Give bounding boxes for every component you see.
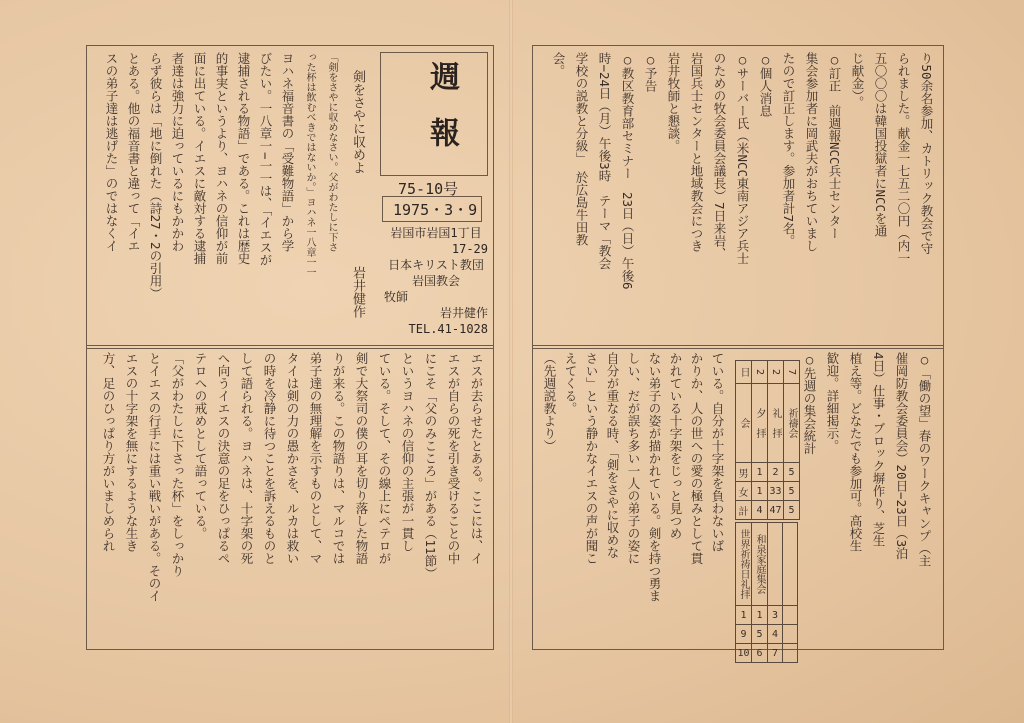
article-line: 面に出ている。イエスに敵対する逮捕	[192, 52, 207, 265]
news-line: かりか、人の世への愛の極みとして貫	[689, 352, 704, 565]
news-line: り50余名参加、カトリック教会で守	[919, 52, 934, 255]
article-line: エスが去らせたとある。ここには、イ	[469, 352, 484, 565]
telephone: TEL.41-1028	[408, 322, 488, 336]
stats-cell: 2	[752, 361, 768, 384]
news-line: さい」という静かなイエスの声が聞こ	[584, 352, 599, 565]
stats-cell: 祈禱会	[784, 384, 800, 463]
article-line: の時を冷静に待つことを訴えるものと	[262, 352, 277, 565]
article-line: 逮捕される物語」である。これは歴史	[236, 52, 251, 265]
stats-cell: 1	[752, 463, 768, 482]
stats-cell: 7	[784, 361, 800, 384]
issue-number: 75-10号	[398, 180, 459, 198]
issue-date: 1975・3・9	[393, 201, 478, 219]
stats-cell	[783, 606, 798, 625]
news-line: ない弟子の姿が描かれている。剣を持つ勇ま	[647, 352, 662, 602]
article-line: った杯は飲むべきではないか。」ヨハネ一八章一一	[304, 52, 315, 277]
stats-cell: 6	[752, 644, 768, 663]
church-name: 岩国教会	[411, 274, 460, 288]
article-line: 剣で大祭司の僕の耳を切り落した物語	[354, 352, 369, 565]
stats-cell: 和泉家庭集会	[752, 523, 768, 606]
news-line: 学校の説教と分級」 於広島牛田教	[574, 52, 589, 246]
news-bottom	[796, 352, 936, 642]
stats-cell	[783, 523, 798, 606]
stats-cell: 1	[736, 606, 752, 625]
news-line: ○訂正 前週報NCC兵士センター	[827, 52, 842, 240]
article-author: 岩井健作	[350, 266, 365, 318]
stats-cell: 女	[736, 482, 752, 501]
article-line: というヨハネの信仰の主張が一貫し	[400, 352, 415, 552]
organization: 日本キリスト教団	[388, 258, 484, 272]
news-line: たので訂正します。参加者計7名。	[781, 52, 796, 248]
news-line: 集会参加者に岡武夫がおちていまし	[804, 52, 819, 252]
news-line: 歓迎。詳細掲示。	[825, 352, 840, 452]
stats-cell: 47	[768, 501, 784, 520]
news-top	[538, 52, 938, 342]
article-line: とある。他の福音書と違って「イエ	[126, 52, 141, 252]
stats-cell	[783, 644, 798, 663]
stats-cell: 1	[752, 606, 768, 625]
masthead-title-1: 週	[424, 61, 459, 91]
stats-cell: 5	[752, 625, 768, 644]
article-text-top	[92, 52, 342, 342]
article-title: 剣をさやに収めよ	[350, 70, 365, 174]
stats-cell: 1	[752, 482, 768, 501]
news-line: ○個人消息	[758, 52, 773, 117]
article-line: 者達は強力に迫っているにもかかわ	[170, 52, 185, 252]
news-line: 植え等。どなたでも参加可。高校生	[848, 352, 863, 552]
masthead-title-2: 報	[424, 117, 459, 147]
news-line: ○「働の望」春のワークキャンプ（主	[917, 352, 932, 567]
article-line: エスが自らの死を引き受けることの中	[446, 352, 461, 565]
news-line: 4日）仕事・ブロック塀作り、芝生	[871, 352, 886, 548]
stats-cell	[783, 625, 798, 644]
stats-cell: 5	[784, 463, 800, 482]
news-line: 催岡防教会委員会）20日−23日（3泊	[894, 352, 909, 560]
news-line: じ献金）。	[850, 52, 865, 109]
stats-cell: 2	[768, 463, 784, 482]
news-line: ○先週の集会統計	[802, 352, 817, 455]
stats-cell: 2	[768, 361, 784, 384]
news-line: えてくる。	[563, 352, 578, 415]
stats-cell: 計	[736, 501, 752, 520]
stats-cell: 5	[784, 482, 800, 501]
article-line: テロへの戒めとして語っている。	[193, 352, 208, 540]
stats-cell: 夕 拝	[752, 384, 768, 463]
news-line: 自分が重なる時、「剣をさやに収めな	[605, 352, 620, 559]
article-line: へ向うイエスの決意の足をひっぱるペ	[216, 352, 231, 565]
news-line: ○予告	[643, 52, 658, 92]
address-line-2: 17-29	[451, 242, 488, 256]
stats-cell: 日	[736, 361, 752, 384]
stats-cell: 3	[768, 606, 783, 625]
news-line: 会。	[551, 52, 566, 77]
article-line: 「父がわたしに下さった杯」をしっかり	[170, 352, 185, 577]
address-line-1: 岩国市岩国1丁目	[390, 226, 482, 240]
news-line: かれている十字架をじっと見つめ	[668, 352, 683, 540]
attendance-table	[735, 360, 800, 663]
news-line: 岩井牧師と懇談。	[666, 52, 681, 152]
stats-cell: 5	[784, 501, 800, 520]
article-line: スの弟子達は逃げた」のではなくイ	[104, 52, 119, 252]
article-line: とイエスの行手には重い戦いがある。そのイ	[147, 352, 162, 602]
article-line: ている。そして、その線上にペテロが	[377, 352, 392, 565]
article-line: びたい。一八章一−一一は、「イエスが	[258, 52, 273, 266]
stats-cell: 会	[736, 384, 752, 463]
news-line: しい、だが誤ち多い一人の弟子の姿に	[626, 352, 641, 565]
news-line: ている。自分が十字架を負わないば	[710, 352, 725, 552]
masthead-box	[380, 52, 488, 176]
news-line: ○教区教育部セミナー 23日（日）午後6	[620, 52, 635, 290]
news-line: （先週説教より）	[542, 352, 557, 452]
news-line: 五〇〇〇は韓国投獄者にNCCを通	[873, 52, 888, 238]
article-line: タイは剣の力の愚かさを、ルカは救い	[285, 352, 300, 565]
article-line: 的事実というより、ヨハネの信仰が前	[214, 52, 229, 265]
article-line: ヨハネ福音書の「受難物語」から学	[280, 52, 295, 252]
stats-cell: 7	[768, 644, 783, 663]
stats-cell: 礼 拝	[768, 384, 784, 463]
stats-cell	[768, 523, 783, 606]
article-line: りが来る。この物語りは、マルコでは	[331, 352, 346, 565]
sermon-continuation	[538, 352, 728, 642]
stats-cell: 男	[736, 463, 752, 482]
article-text-bottom	[92, 352, 488, 642]
stats-cell: 世界祈祷日礼拝	[736, 523, 752, 606]
stats-cell: 4	[752, 501, 768, 520]
news-line: られました。献金一七五二〇円（内一	[896, 52, 911, 265]
stats-cell: 4	[768, 625, 783, 644]
page-fold	[509, 0, 513, 723]
stats-cell: 9	[736, 625, 752, 644]
article-line: 「剣をさやに収めなさい。父がわたしに下さ	[326, 52, 337, 252]
article-line: らず彼らは「地に倒れた（詩27・2の引用）	[148, 52, 163, 300]
news-line: 岩国兵士センターと地域教会につき	[689, 52, 704, 252]
news-line: 時−24日（月）午後3時 テーマ「教会	[597, 52, 612, 270]
news-line: のための牧会委員会議長）7日来岩、	[712, 52, 727, 260]
article-line: 弟子達の無理解を示すものとして、マ	[308, 352, 323, 565]
article-line: 方、足のひっぱり方がいましめられ	[101, 352, 116, 552]
pastor-name: 岩井健作	[439, 306, 488, 320]
news-line: ○サーバー氏（米NCC東南アジア兵士	[735, 52, 750, 265]
article-line: にこそ「父のみこころ」がある（11節）	[423, 352, 438, 580]
pastor-label: 牧師	[384, 290, 409, 304]
article-line: エスの十字架を無にするような生き	[124, 352, 139, 552]
stats-cell: 33	[768, 482, 784, 501]
church-info	[384, 225, 488, 337]
date-box	[382, 196, 482, 222]
article-line: して語られる。ヨハネは、十字架の死	[239, 352, 254, 565]
stats-cell: 10	[736, 644, 752, 663]
